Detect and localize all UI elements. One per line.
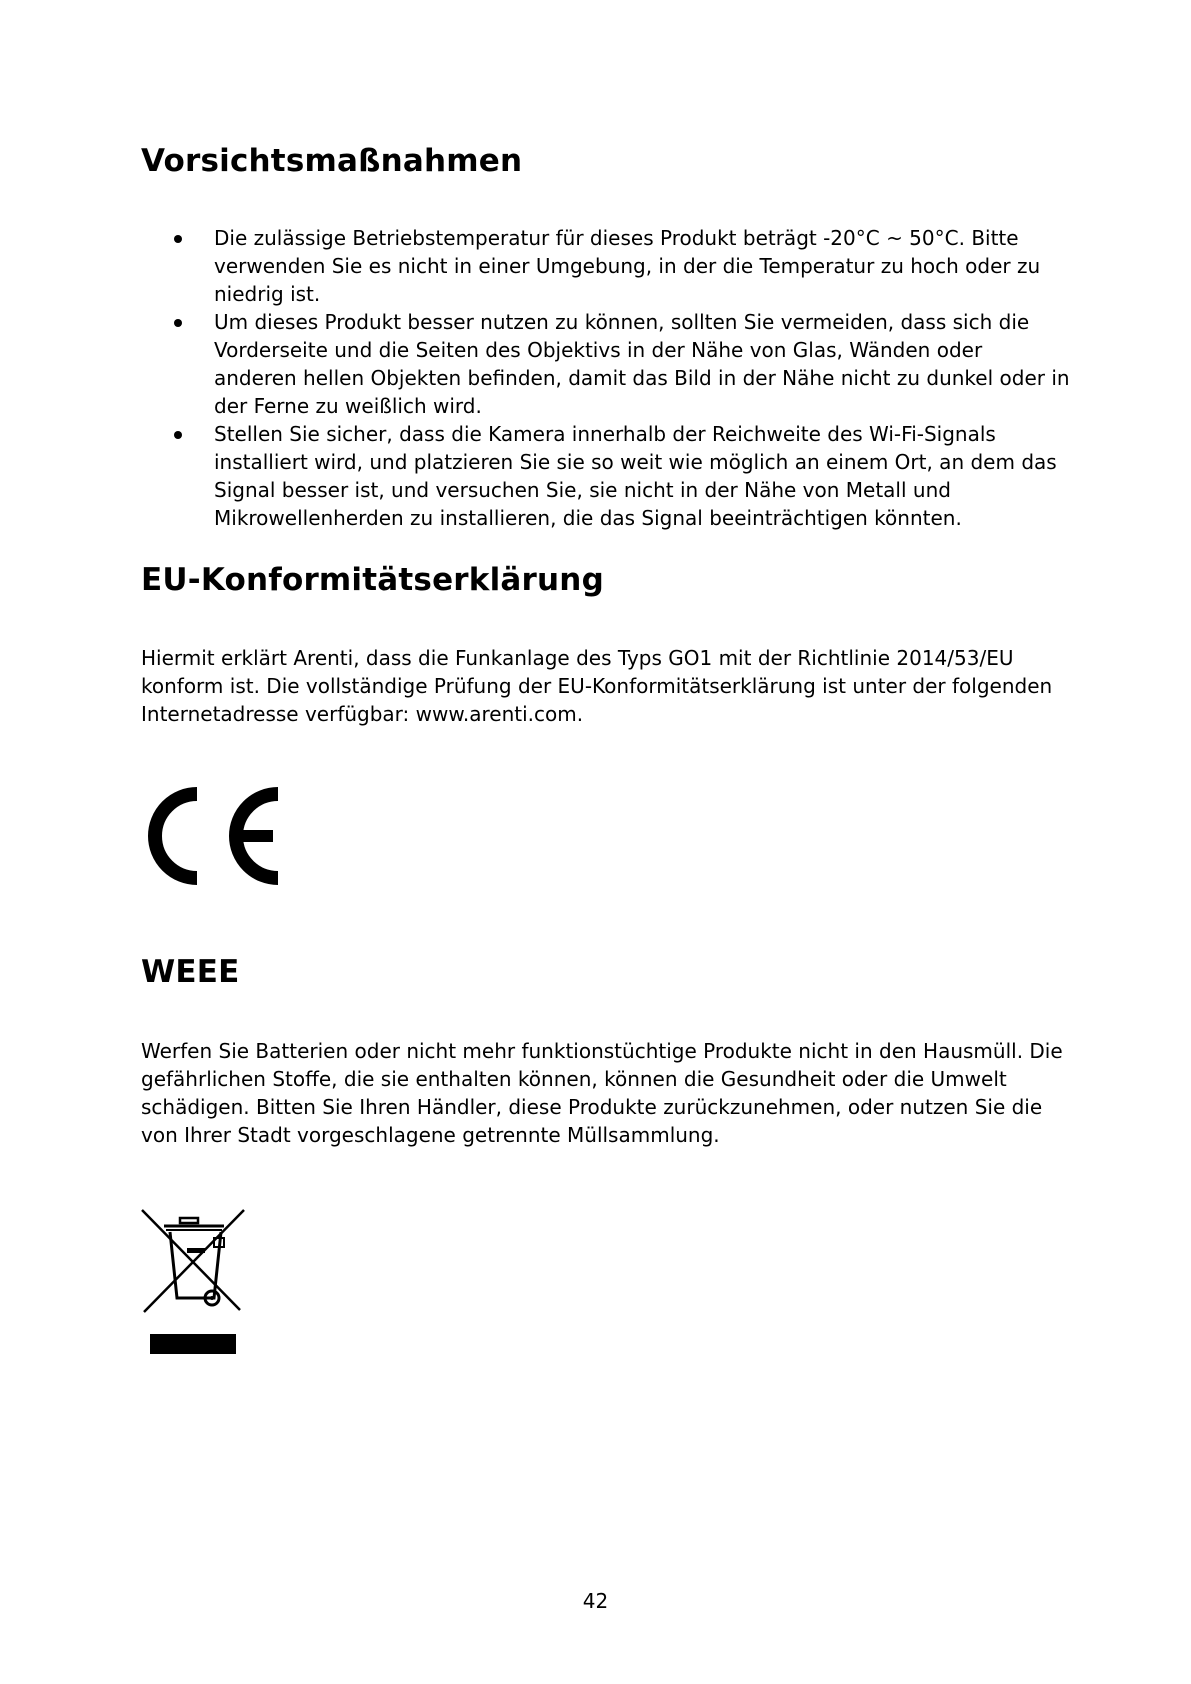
crossed-out-wheelie-bin-icon — [140, 1208, 246, 1356]
page-number: 42 — [582, 1589, 609, 1613]
ce-mark-icon — [141, 786, 281, 886]
list-item-text: Die zulässige Betriebstemperatur für dieses Produkt beträgt -20°C ~ 50°C. Bitte verwenden Sie es nicht in einer Umgebung, in der die Temperatur zu hoch oder zu niedrig ist. — [214, 226, 1041, 306]
eu-declaration-text: Hiermit erklärt Arenti, dass die Funkanlage des Typs GO1 mit der Richtlinie 2014/53/EU konform ist. Die vollständige Prüfung der EU-Konformitätserklärung ist unter der folgenden Internetadresse verfügbar: www.arenti.com. — [141, 646, 1053, 726]
list-item — [170, 420, 1070, 532]
eu-declaration-heading: EU-Konformitätserklärung — [141, 562, 604, 598]
bullet-icon — [174, 235, 182, 243]
list-item-text: Um dieses Produkt besser nutzen zu können, sollten Sie vermeiden, dass sich die Vorderseite und die Seiten des Objektivs in der Nähe von Glas, Wänden oder anderen hellen Objekten befinden, damit das Bild in der Nähe nicht zu dunkel oder in der Ferne zu weißlich wird. — [214, 310, 1070, 418]
weee-text: Werfen Sie Batterien oder nicht mehr funktionstüchtige Produkte nicht in den Hausmüll. Die gefährlichen Stoffe, die sie enthalten können, können die Gesundheit oder die Umwelt schädigen. Bitten Sie Ihren Händler, diese Produkte zurückzunehmen, oder nutzen Sie die von Ihrer Stadt vorgeschlagene getrennte Müllsammlung. — [141, 1039, 1063, 1147]
list-item-text: Stellen Sie sicher, dass die Kamera innerhalb der Reichweite des Wi-Fi-Signals installiert wird, und platzieren Sie sie so weit wie möglich an einem Ort, an dem das Signal besser ist, und versuchen Sie, sie nicht in der Nähe von Metall und Mikrowellenherden zu installieren, die das Signal beeinträchtigen könnten. — [214, 422, 1057, 530]
list-item — [170, 224, 1070, 308]
precautions-list — [170, 224, 1070, 532]
weee-heading: WEEE — [141, 954, 240, 990]
list-item — [170, 308, 1070, 420]
precautions-heading: Vorsichtsmaßnahmen — [141, 143, 523, 179]
bullet-icon — [174, 431, 182, 439]
bullet-icon — [174, 319, 182, 327]
